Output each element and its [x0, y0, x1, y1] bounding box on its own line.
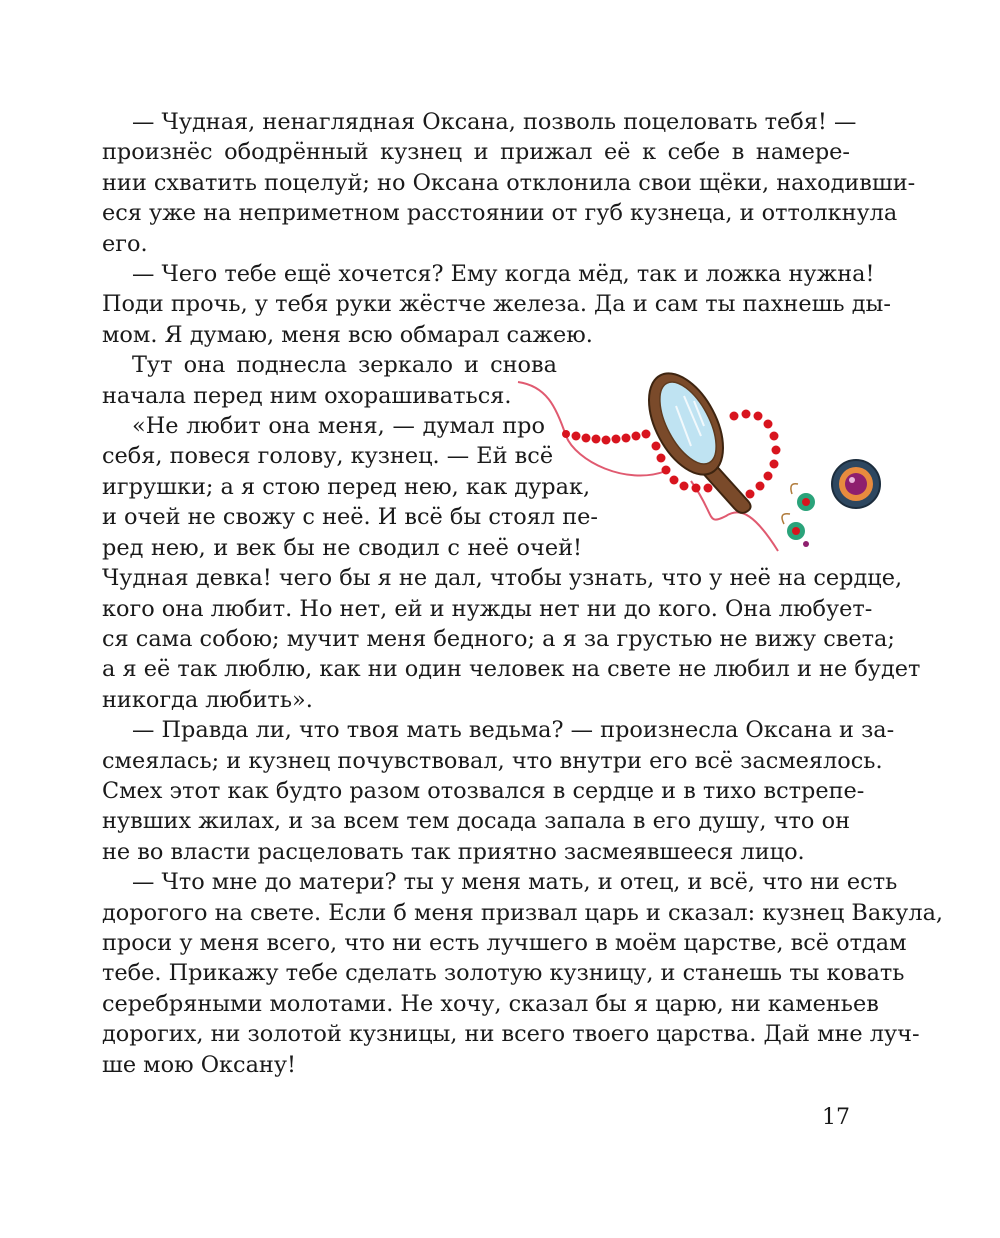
text-line: проси у меня всего, что ни есть лучшего в моём царстве, всё отдам — [102, 929, 907, 956]
text-line: произнёс ободрённый кузнец и прижал её к себе в намере- — [102, 139, 850, 166]
paragraph-5 — [102, 715, 895, 867]
text-line: кого она любит. Но нет, ей и нужды нет ни до кого. Она любует- — [102, 595, 873, 622]
text-line: серебряными молотами. Не хочу, сказал бы я царю, ни каменьев — [102, 990, 879, 1017]
text-line: нии схватить поцелуй; но Оксана отклонила свои щёки, находивши- — [102, 169, 916, 196]
text-line: ред нею, и век бы не сводил с неё очей! — [102, 534, 582, 561]
text-line: еся уже на неприметном расстоянии от губ кузнеца, и оттолкнула — [102, 200, 898, 227]
paragraph-6 — [102, 867, 944, 1080]
brooch-icon — [832, 460, 880, 508]
text-line: никогда любить». — [102, 686, 313, 713]
text-line: дорогих, ни золотой кузницы, ни всего твоего царства. Дай мне луч- — [102, 1021, 920, 1048]
text-line: тебе. Прикажу тебе сделать золотую кузницу, и станешь ты ковать — [102, 960, 905, 987]
text-line: мом. Я думаю, меня всю обмарал сажею. — [102, 321, 593, 348]
text-line: — Чудная, ненаглядная Оксана, позволь поцеловать тебя! — — [132, 109, 857, 135]
text-line: ся сама собою; мучит меня бедного; а я за грустью не вижу света; — [102, 625, 895, 652]
text-line: и очей не свожу с неё. И всё бы стоял пе- — [102, 504, 598, 531]
text-line: нувших жилах, и за всем тем досада запала в его душу, что он — [102, 808, 850, 835]
text-line: «Не любит она меня, — думал про — [132, 413, 545, 440]
text-line: игрушки; а я стою перед нею, как дурак, — [102, 473, 591, 500]
ribbon-icon — [518, 382, 666, 476]
text-line: а я её так люблю, как ни один человек на свете не любил и не будет — [102, 656, 921, 683]
text-line: Смех этот как будто разом отозвался в сердце и в тихо встрепе- — [102, 777, 865, 804]
page-text — [102, 107, 944, 1080]
text-line: Тут она поднесла зеркало и снова — [132, 352, 557, 379]
text-line: — Правда ли, что твоя мать ведьма? — произнесла Оксана и за- — [132, 717, 895, 744]
earring-icon — [782, 484, 815, 547]
page-number: 17 — [822, 1105, 850, 1130]
text-line: дорогого на свете. Если б меня призвал царь и сказал: кузнец Вакула, — [102, 899, 944, 926]
hand-mirror-beads-earrings-icon — [516, 366, 896, 556]
paragraph-1 — [102, 107, 916, 259]
text-line: его. — [102, 230, 148, 257]
text-line: Чудная девка! чего бы я не дал, чтобы узнать, что у неё на сердце, — [102, 565, 903, 592]
text-line: начала перед ним охорашиваться. — [102, 382, 512, 409]
text-line: ше мою Оксану! — [102, 1051, 297, 1078]
text-line: — Чего тебе ещё хочется? Ему когда мёд, так и ложка нужна! — [132, 261, 875, 288]
text-line: себя, повеся голову, кузнец. — Ей всё — [102, 443, 554, 470]
paragraph-2 — [102, 259, 891, 350]
text-line: Поди прочь, у тебя руки жёстче железа. Да и сам ты пахнешь ды- — [102, 291, 891, 318]
text-line: не во власти расцеловать так приятно засмеявшееся лицо. — [102, 838, 805, 865]
text-line: — Что мне до матери? ты у меня мать, и отец, и всё, что ни есть — [132, 869, 898, 896]
text-line: смеялась; и кузнец почувствовал, что внутри его всё засмеялось. — [102, 747, 883, 774]
